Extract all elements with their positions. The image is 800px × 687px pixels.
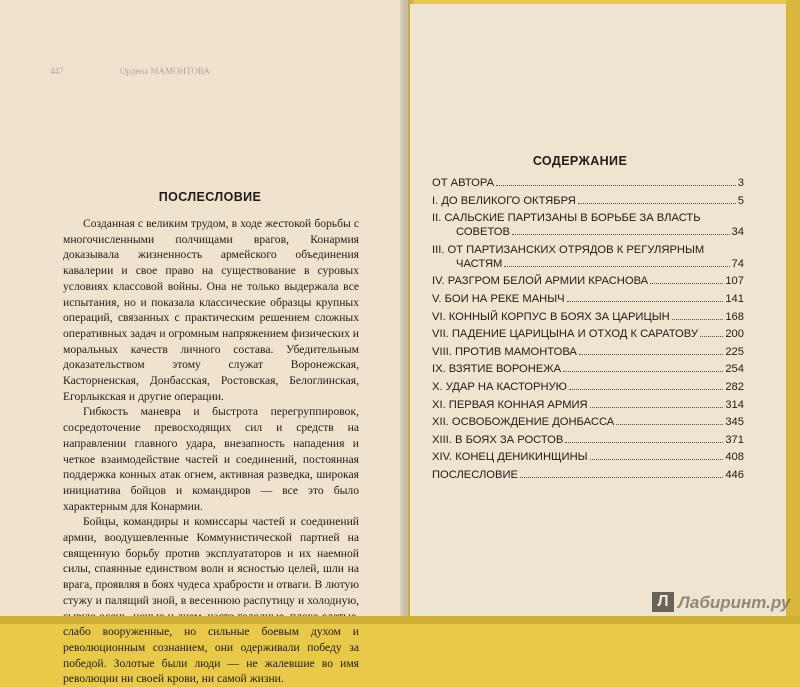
contents-heading: СОДЕРЖАНИЕ	[532, 154, 628, 168]
toc-leader-dots	[579, 354, 723, 355]
running-head	[50, 66, 370, 76]
toc-entry-title: VIII. ПРОТИВ МАМОНТОВА	[432, 345, 577, 358]
toc-page-number: 371	[725, 433, 744, 446]
toc-leader-dots	[567, 301, 724, 302]
toc-page-number: 408	[725, 451, 744, 464]
toc-entry	[432, 415, 744, 429]
toc-page-number: 3	[737, 177, 744, 189]
toc-entry-title: IV. РАЗГРОМ БЕЛОЙ АРМИИ КРАСНОВА	[432, 275, 649, 288]
toc-entry-title: II. САЛЬСКИЕ ПАРТИЗАНЫ В БОРЬБЕ ЗА ВЛАСТЬ	[432, 212, 701, 225]
toc-leader-dots	[700, 336, 723, 337]
running-head-title: Ордена МАМОНТОВА	[120, 66, 210, 76]
toc-entry-title: VII. ПАДЕНИЕ ЦАРИЦЫНА И ОТХОД К САРАТОВУ	[432, 328, 698, 341]
toc-entry	[432, 450, 744, 464]
watermark-logo-icon: Л	[652, 592, 674, 612]
toc-page-number: 314	[725, 398, 744, 411]
toc-leader-dots	[504, 266, 729, 267]
running-head-page-number: 447	[50, 66, 64, 76]
toc-leader-dots	[569, 389, 723, 390]
toc-entry-title-continued: СОВЕТОВ	[456, 226, 510, 239]
toc-entry-title: III. ОТ ПАРТИЗАНСКИХ ОТРЯДОВ К РЕГУЛЯРНЫМ	[432, 243, 705, 256]
toc-entry-title: ОТ АВТОРА	[432, 177, 495, 189]
toc-page-number: 446	[725, 468, 744, 481]
toc-leader-dots	[512, 234, 730, 235]
paragraph: Созданная с великим трудом, в ходе жестокой борьбы с многочисленными полчищами врагов, Конармия доказывала жизненность армейского объединения кавалерии и свое право на существование в суровых условиях классовой войны. Она не только выдержала все испытания, но и показала классические образцы крупных операций, связанных с практическим решением сложных оперативных задач и огромным напряжением физических и моральных качеств личного состава. Убедительным доказательством этому служат Воронежская, Касторненская, Донбасская, Ростовская, Белоглинская, Егорлыкская и другие операции.	[63, 217, 359, 403]
toc-entry-title: V. БОИ НА РЕКЕ МАНЫЧ	[432, 292, 565, 305]
table-of-contents	[432, 176, 744, 486]
toc-page-number: 107	[725, 275, 744, 288]
toc-entry-title: XI. ПЕРВАЯ КОННАЯ АРМИЯ	[432, 398, 588, 411]
paragraph: Бойцы, командиры и комиссары частей и соединений армии, воодушевленные Коммунистической партией на священную борьбу против эксплуататоров и их наемной силы, спаянные единством воли и ясностью целей, шли на врага, проявляя в боях чудеса храбрости и отваги. В лютую стужу и палящий зной, в весеннюю распутицу и холодную, слабо вооруженные, но сильные боевым духом и революционным сознанием, они одерживали победу за победой. Золотые были люди — не жалевшие во имя революции ни своей крови, ни самой жизни.	[63, 515, 359, 686]
toc-entry	[432, 243, 744, 271]
toc-page-number: 225	[725, 345, 744, 358]
toc-entry	[432, 398, 744, 412]
toc-entry	[432, 433, 744, 447]
toc-leader-dots	[520, 477, 723, 478]
toc-entry	[432, 176, 744, 190]
toc-entry	[432, 468, 744, 482]
toc-entry	[432, 362, 744, 376]
toc-entry-title: I. ДО ВЕЛИКОГО ОКТЯБРЯ	[432, 194, 576, 207]
toc-entry-title: X. УДАР НА КАСТОРНУЮ	[432, 380, 567, 393]
toc-entry-title: VI. КОННЫЙ КОРПУС В БОЯХ ЗА ЦАРИЦЫН	[432, 310, 670, 323]
toc-leader-dots	[590, 459, 724, 460]
toc-page-number: 141	[725, 292, 744, 305]
toc-leader-dots	[563, 371, 723, 372]
toc-page-number: 5	[737, 194, 744, 207]
toc-entry	[432, 274, 744, 288]
toc-leader-dots	[616, 424, 723, 425]
toc-leader-dots	[496, 185, 736, 186]
toc-entry	[432, 380, 744, 394]
paragraph: Гибкость маневра и быстрота перегруппировок, сосредоточение превосходящих сил и средств на направлении главного удара, внезапность нападения и четкое взаимодействие частей и соединений, постоянная поддержка конных атак огнем, активная разведка, широкая инициатива бойцов и командиров — все это было характерным для Конармии.	[63, 405, 359, 513]
toc-leader-dots	[672, 319, 724, 320]
toc-entry-title-continued: ЧАСТЯМ	[456, 257, 503, 270]
watermark	[650, 588, 800, 618]
toc-entry-title: IX. ВЗЯТИЕ ВОРОНЕЖА	[432, 363, 562, 376]
watermark-text: Лабиринт.ру	[678, 593, 791, 612]
toc-page-number: 34	[731, 226, 744, 239]
toc-page-number: 345	[725, 416, 744, 429]
toc-leader-dots	[590, 407, 724, 408]
toc-leader-dots	[650, 283, 723, 284]
toc-leader-dots	[565, 442, 723, 443]
toc-page-number: 168	[725, 310, 744, 323]
toc-page-number: 282	[725, 380, 744, 393]
book-cover-edge	[786, 0, 800, 624]
toc-entry-title: XIV. КОНЕЦ ДЕНИКИНЩИНЫ	[432, 451, 588, 464]
toc-page-number: 74	[731, 257, 744, 270]
toc-entry-title: XIII. В БОЯХ ЗА РОСТОВ	[432, 433, 564, 446]
toc-entry	[432, 211, 744, 239]
toc-entry	[432, 292, 744, 306]
toc-entry	[432, 327, 744, 341]
toc-page-number: 200	[725, 328, 744, 341]
afterword-heading: ПОСЛЕСЛОВИЕ	[158, 190, 262, 204]
toc-entry	[432, 345, 744, 359]
toc-entry-title: XII. ОСВОБОЖДЕНИЕ ДОНБАССА	[432, 416, 615, 429]
toc-leader-dots	[578, 203, 736, 204]
toc-entry	[432, 194, 744, 208]
toc-page-number: 254	[725, 363, 744, 376]
toc-entry	[432, 310, 744, 324]
toc-entry-title: ПОСЛЕСЛОВИЕ	[432, 468, 518, 481]
